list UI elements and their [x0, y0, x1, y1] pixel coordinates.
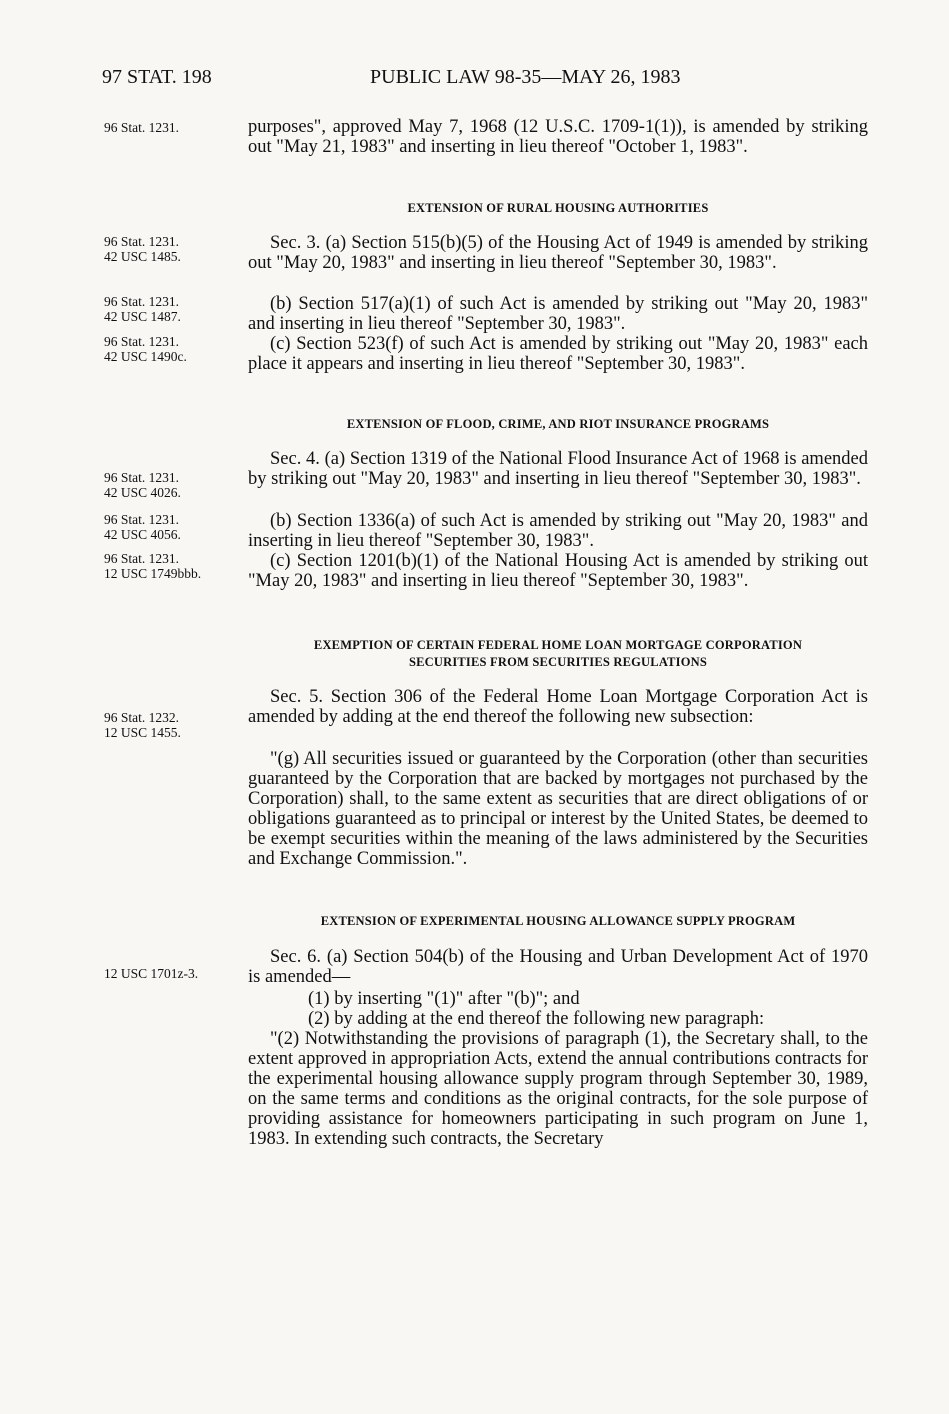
section-heading: SECURITIES FROM SECURITIES REGULATIONS: [408, 655, 708, 669]
margin-note: 96 Stat. 1231. 42 USC 1490c.: [104, 334, 187, 364]
page-header: [0, 66, 949, 96]
margin-note: 96 Stat. 1231. 42 USC 1487.: [104, 294, 181, 324]
section-heading: EXTENSION OF FLOOD, CRIME, AND RIOT INSURANCE PROGRAMS: [346, 417, 770, 431]
margin-note: 96 Stat. 1231. 42 USC 4026.: [104, 470, 181, 500]
paragraph: (2) by adding at the end thereof the following new paragraph:: [308, 1009, 765, 1029]
paragraph: (1) by inserting "(1)" after "(b)"; and: [308, 989, 580, 1009]
paragraph: Sec. 4. (a) Section 1319 of the National Flood Insurance Act of 1968 is amended by striking out "May 20, 1983" and inserting in lieu thereof "September 30, 1983".: [248, 449, 868, 489]
section-heading: EXEMPTION OF CERTAIN FEDERAL HOME LOAN MORTGAGE CORPORATION: [313, 638, 803, 652]
margin-note: 96 Stat. 1231. 42 USC 1485.: [104, 234, 181, 264]
paragraph: Sec. 6. (a) Section 504(b) of the Housing and Urban Development Act of 1970 is amended—: [248, 947, 868, 987]
margin-note: 12 USC 1701z-3.: [104, 966, 199, 981]
paragraph: (b) Section 517(a)(1) of such Act is amended by striking out "May 20, 1983" and inserting in lieu thereof "September 30, 1983".: [248, 294, 868, 334]
statute-page-number: 97 STAT. 198: [102, 66, 212, 88]
paragraph: purposes", approved May 7, 1968 (12 U.S.C. 1709-1(1)), is amended by striking out "May 21, 1983" and inserting in lieu thereof "October 1, 1983".: [248, 117, 868, 157]
running-title: PUBLIC LAW 98-35—MAY 26, 1983: [370, 66, 681, 88]
margin-note: 96 Stat. 1231. 12 USC 1749bbb.: [104, 551, 202, 581]
paragraph: (c) Section 523(f) of such Act is amended by striking out "May 20, 1983" each place it appears and inserting in lieu thereof "September 30, 1983".: [248, 334, 868, 374]
paragraph: Sec. 5. Section 306 of the Federal Home Loan Mortgage Corporation Act is amended by adding at the end thereof the following new subsection:: [248, 687, 868, 727]
paragraph: Sec. 3. (a) Section 515(b)(5) of the Housing Act of 1949 is amended by striking out "May 20, 1983" and inserting in lieu thereof "September 30, 1983".: [248, 233, 868, 273]
paragraph: "(2) Notwithstanding the provisions of paragraph (1), the Secretary shall, to the extent approved in appropriation Acts, extend the annual contributions contracts for the experimental housing allowance supply program through September 30, 1989, on the same terms and conditions as the original contracts, for the sole purpose of providing assistance for homeowners participating in such program on June 1, 1983. In extending such contracts, the Secretary: [248, 1029, 868, 1149]
paragraph: (c) Section 1201(b)(1) of the National Housing Act is amended by striking out "May 20, 1983" and inserting in lieu thereof "September 30, 1983".: [248, 551, 868, 591]
paragraph: "(g) All securities issued or guaranteed by the Corporation (other than securities guaranteed by the Corporation that are backed by mortgages not purchased by the Corporation) shall, to the same extent as securities that are direct obligations of or obligations guaranteed as to principal or interest by the United States, be deemed to be exempt securities within the meaning of the laws administered by the Securities and Exchange Commission.".: [248, 749, 868, 869]
margin-note: 96 Stat. 1231.: [104, 120, 180, 135]
paragraph: (b) Section 1336(a) of such Act is amended by striking out "May 20, 1983" and inserting in lieu thereof "September 30, 1983".: [248, 511, 868, 551]
section-heading: EXTENSION OF EXPERIMENTAL HOUSING ALLOWANCE SUPPLY PROGRAM: [320, 914, 796, 928]
margin-note: 96 Stat. 1231. 42 USC 4056.: [104, 512, 181, 542]
section-heading: EXTENSION OF RURAL HOUSING AUTHORITIES: [407, 201, 709, 215]
margin-note: 96 Stat. 1232. 12 USC 1455.: [104, 710, 181, 740]
